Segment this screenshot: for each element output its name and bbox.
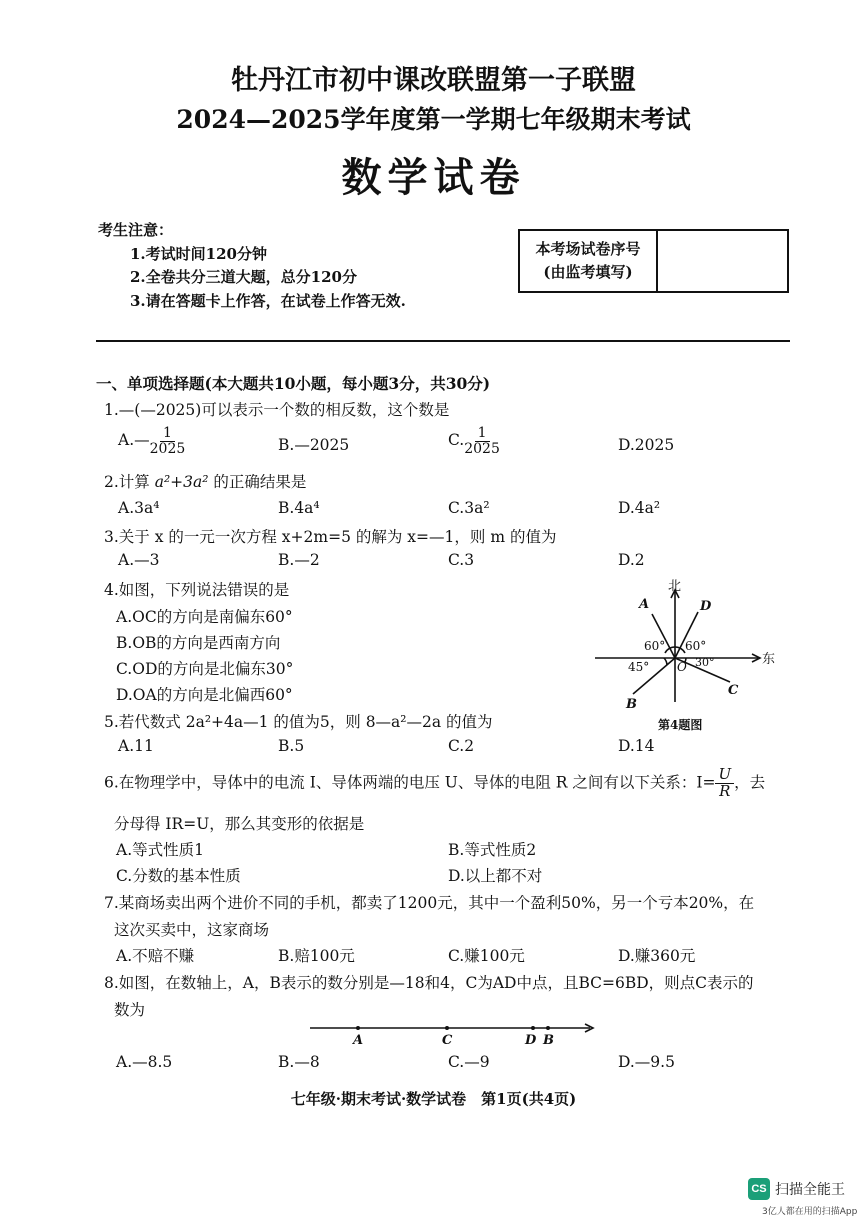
q3-stem: 3.关于 x 的一元一次方程 x+2m=5 的解为 x=—1，则 m 的值为 [104,528,557,546]
q6-stem-line2: 分母得 IR=U，那么其变形的依据是 [114,815,365,833]
q4-option-c: C.OD的方向是北偏东30° [116,660,294,678]
q3-option-b: B.—2 [278,551,320,569]
q4-option-d: D.OA的方向是北偏西60° [116,686,293,704]
angle-30: 30° [695,656,715,669]
q2-option-d: D.4a² [618,499,661,517]
subject-title: 数学试卷 [341,154,526,201]
q5-option-b: B.5 [278,737,305,755]
point-c [445,1026,449,1030]
q8-option-a: A.—8.5 [116,1053,173,1071]
q5-option-c: C.2 [448,737,475,755]
point-d [531,1026,535,1030]
point-d-label: D [525,1033,537,1048]
q5-stem: 5.若代数式 2a²+4a—1 的值为5，则 8—a²—2a 的值为 [104,713,493,731]
q1-option-a-num: 1 [160,426,175,442]
q1-stem: 1.—(—2025)可以表示一个数的相反数，这个数是 [104,401,450,419]
q6-stem-pre: 6.在物理学中，导体中的电流 I、导体两端的电压 U、导体的电阻 R 之间有以下关系：I= [104,773,716,792]
notice-item-3: 3.请在答题卡上作答，在试卷上作答无效. [130,292,406,310]
exam-term-title: 2024—2025学年度第一学期七年级期末考试 [176,105,691,134]
q6-option-c: C.分数的基本性质 [116,867,241,885]
q1-option-c-fraction [464,426,500,456]
arc-45 [664,658,667,665]
fig4-caption: 第4题图 [658,718,703,732]
q2-stem-post: 的正确结果是 [208,473,307,491]
q2-stem-pre: 2.计算 [104,473,155,491]
point-c-label: C [442,1033,453,1048]
notice-title: 考生注意： [98,221,174,239]
label-d: D [700,599,712,614]
q8-option-d: D.—9.5 [618,1053,675,1071]
q1-option-d: D.2025 [618,436,675,454]
q8-number-line [305,1016,605,1048]
notice-item-2: 2.全卷共分三道大题，总分120分 [130,268,357,286]
header-divider [96,340,790,342]
camscanner-name: 扫描全能王 [775,1182,845,1198]
q5-option-d: D.14 [618,737,655,755]
label-north: 北 [668,579,682,594]
label-o: O [677,660,687,674]
q1-option-a-prefix: A.— [118,431,150,450]
q4-option-b: B.OB的方向是西南方向 [116,634,281,652]
q5-option-a: A.11 [118,737,154,755]
seat-number-label [520,231,658,291]
q6-option-d: D.以上都不对 [448,867,543,885]
q6-den: R [719,781,731,800]
section-1-heading: 一、单项选择题(本大题共10小题，每小题3分，共30分) [96,374,491,393]
camscanner-logo-icon: CS [748,1178,770,1200]
q8-stem-line1: 8.如图，在数轴上，A，B表示的数分别是—18和4，C为AD中点，且BC=6BD，则点C表示的 [104,974,754,992]
q7-stem-line2: 这次买卖中，这家商场 [114,921,270,939]
notice-item-1: 1.考试时间120分钟 [130,245,267,263]
q8-option-b: B.—8 [278,1053,320,1071]
q1-option-c-den: 2025 [464,440,500,457]
q7-option-d: D.赚360元 [618,947,696,965]
arc-60-right [675,647,685,653]
scanner-watermark [748,1178,845,1200]
label-b: B [626,697,637,712]
q4-stem: 4.如图，下列说法错误的是 [104,581,290,599]
q2-stem [104,470,306,492]
point-a [356,1026,360,1030]
label-c: C [728,683,739,698]
q6-option-b: B.等式性质2 [448,841,537,859]
seat-number-box [518,229,789,293]
q3-option-a: A.—3 [118,551,160,569]
q2-stem-expr: a²+3a² [154,473,209,491]
angle-60-left: 60° [644,639,666,653]
q2-option-c: C.3a² [448,499,490,517]
page-footer: 七年级·期末考试·数学试卷 第1页(共4页) [290,1090,577,1108]
q6-option-a: A.等式性质1 [116,841,204,859]
q1-option-c-num: 1 [475,426,490,442]
point-b-label: B [543,1033,554,1048]
q4-option-a: A.OC的方向是南偏东60° [116,608,293,626]
q1-option-b: B.—2025 [278,436,350,454]
label-east: 东 [762,652,776,667]
angle-60-right: 60° [685,639,707,653]
q7-option-b: B.赔100元 [278,947,355,965]
q7-stem-line1: 7.某商场卖出两个进价不同的手机，都卖了1200元，其中一个盈利50%，另一个亏本20%，在 [104,894,755,912]
q2-option-b: B.4a⁴ [278,499,320,517]
seat-number-label-line1: 本考场试卷序号 [535,239,641,258]
q6-fraction [715,767,734,800]
q3-option-c: C.3 [448,551,475,569]
exam-org-title: 牡丹江市初中课改联盟第一子联盟 [231,65,636,96]
q7-option-c: C.赚100元 [448,947,525,965]
angle-45: 45° [628,660,650,674]
point-a-label: A [353,1033,364,1048]
q7-option-a: A.不赔不赚 [116,947,195,965]
seat-number-label-line2: (由监考填写) [543,263,633,281]
q1-option-a-den: 2025 [149,440,186,457]
seat-number-blank [658,231,787,291]
q4-direction-figure [590,572,800,742]
q1-option-a-fraction [150,426,186,456]
q1-option-a [118,426,185,456]
q6-stem [104,767,765,800]
q6-num: U [715,767,734,784]
label-a: A [639,597,650,612]
q6-stem-post: ，去 [734,773,766,792]
point-b [546,1026,550,1030]
q3-option-d: D.2 [618,551,645,569]
q2-option-a: A.3a⁴ [118,499,160,517]
camscanner-tagline: 3亿人都在用的扫描App [762,1207,858,1217]
q1-option-c [448,426,500,456]
q8-stem-line2: 数为 [114,1001,146,1019]
q1-option-c-prefix: C. [448,431,465,450]
q8-option-c: C.—9 [448,1053,490,1071]
